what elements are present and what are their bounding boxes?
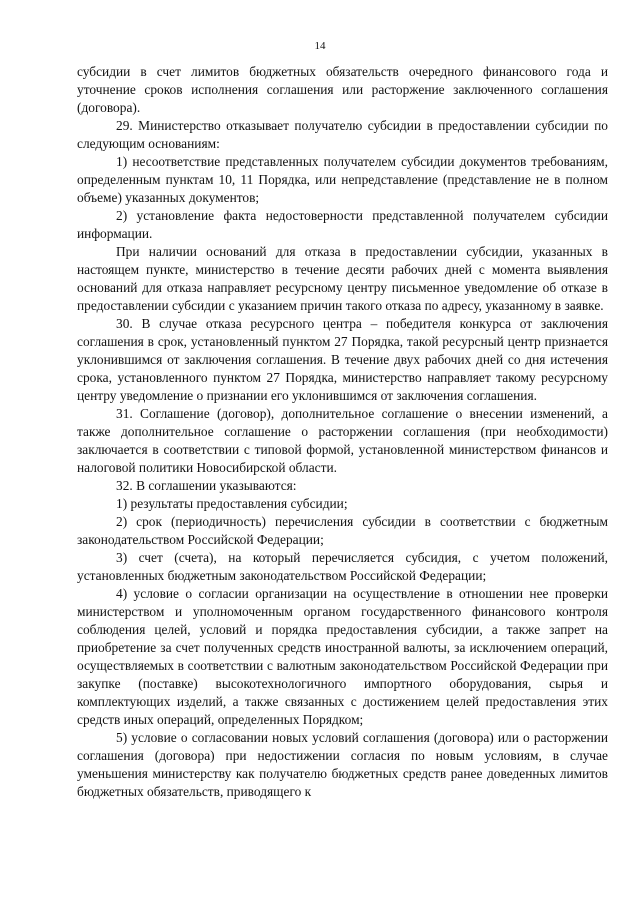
- paragraph-clause-31: 31. Соглашение (договор), дополнительное соглашение о внесении изменений, а также дополнительное соглашение о расторжении соглашения (при необходимости) заключается в соответствии с типовой формой, установленной министерством финансов и налоговой политики Новосибирской области.: [77, 406, 608, 475]
- paragraph-clause-32-item-5: 5) условие о согласовании новых условий соглашения (договора) или о расторжении соглашения (договора) при недостижении согласия по новым условиям, в случае уменьшения министерству как получателю бюджетных средств ранее доведенных лимитов бюджетных обязательств, приводящего к: [77, 730, 608, 799]
- page-number: 14: [314, 40, 326, 52]
- paragraph-clause-32-item-2: 2) срок (периодичность) перечисления субсидии в соответствии с бюджетным законодательством Российской Федерации;: [77, 514, 608, 547]
- paragraph-clause-30: 30. В случае отказа ресурсного центра – победителя конкурса от заключения соглашения в срок, установленный пунктом 27 Порядка, такой ресурсный центр признается уклонившимся от заключения соглашения. В течение двух рабочих дней со дня истечения срока, установленного пунктом 27 Порядка, министерство направляет такому ресурсному центру уведомление о признании его уклонившимся от заключения соглашения.: [77, 316, 608, 403]
- document-body: [77, 63, 608, 801]
- paragraph-clause-32: 32. В соглашении указываются:: [116, 478, 297, 493]
- paragraph-clause-29-item-1: 1) несоответствие представленных получателем субсидии документов требованиям, определенным пунктам 10, 11 Порядка, или непредставление (представление не в полном объеме) указанных документов;: [77, 154, 608, 205]
- paragraph-clause-32-item-4: 4) условие о согласии организации на осуществление в отношении нее проверки министерством и уполномоченным органом государственного финансового контроля соблюдения целей, условий и порядка предоставления субсидии, а также запрет на приобретение за счет полученных средств иностранной валюты, за исключением операций, осуществляемых в соответствии с валютным законодательством Российской Федерации при закупке (поставке) высокотехнологичного импортного оборудования, сырья и комплектующих изделий, а также связанных с достижением целей предоставления этих средств иных операций, определенных Порядком;: [77, 586, 608, 727]
- paragraph-continuation: субсидии в счет лимитов бюджетных обязательств очередного финансового года и уточнение сроков исполнения соглашения или расторжение заключенного соглашения (договора).: [77, 64, 608, 115]
- paragraph-clause-32-item-3: 3) счет (счета), на который перечисляется субсидия, с учетом положений, установленных бюджетным законодательством Российской Федерации;: [77, 550, 608, 583]
- paragraph-clause-32-item-1: 1) результаты предоставления субсидии;: [116, 496, 348, 511]
- paragraph-refusal-notice: При наличии оснований для отказа в предоставлении субсидии, указанных в настоящем пункте, министерство в течение десяти рабочих дней с момента выявления оснований для отказа направляет ресурсному центру письменное уведомление об отказе в предоставлении субсидии с указанием причин такого отказа по адресу, указанному в заявке.: [77, 244, 608, 313]
- paragraph-clause-29-item-2: 2) установление факта недостоверности представленной получателем субсидии информации.: [77, 208, 608, 241]
- paragraph-clause-29: 29. Министерство отказывает получателю субсидии в предоставлении субсидии по следующим основаниям:: [77, 118, 608, 151]
